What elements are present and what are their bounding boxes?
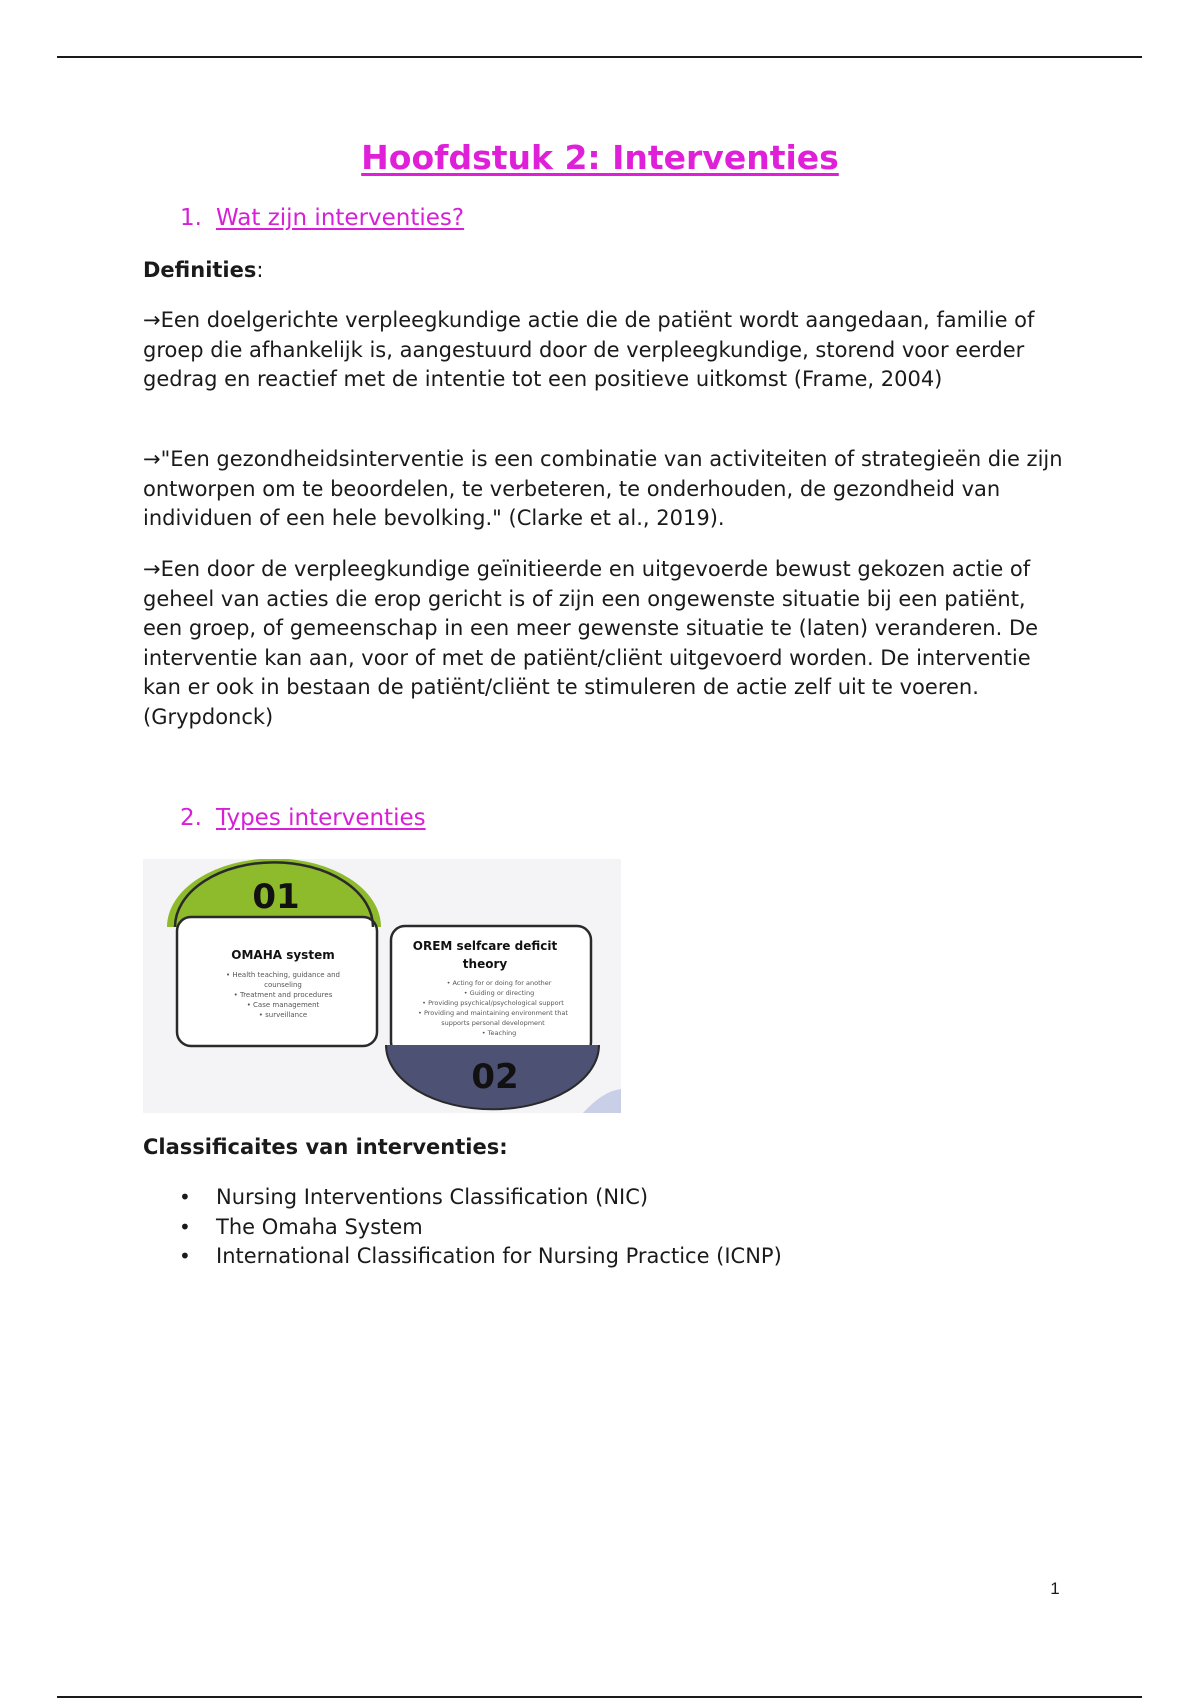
card-orem-item: supports personal development: [441, 1019, 545, 1027]
bullet-icon: •: [179, 1185, 191, 1209]
card-orem-item: • Providing psychical/psychological support: [422, 999, 564, 1007]
card-orem-item: • Guiding or directing: [463, 989, 535, 997]
card-omaha-item: • Treatment and procedures: [233, 991, 333, 999]
card-orem-item: • Acting for or doing for another: [446, 979, 552, 987]
classifications-heading: Classificaites van interventies:: [143, 1135, 508, 1159]
card-omaha-number: 01: [252, 877, 300, 917]
definition-paragraph: →Een door de verpleegkundige geïnitieerde en uitgevoerde bewust gekozen actie of geheel van acties die erop gericht is of zijn een ongewenste situatie bij een patiënt, een groep, of gemeenschap in een meer gewenste situatie te (laten) veranderen. De interventie kan aan, voor of met de patiënt/cliënt uitgevoerd worden. De interventie kan er ook in bestaan de patiënt/cliënt te stimuleren de actie zelf uit te voeren. (Grypdonck): [143, 557, 1039, 729]
bullet-icon: •: [179, 1244, 191, 1268]
list-item: • International Classification for Nursing Practice (ICNP): [143, 1242, 782, 1272]
section-label: Types interventies: [216, 805, 426, 831]
card-omaha-item: • Health teaching, guidance and: [225, 971, 341, 979]
card-orem: [386, 926, 599, 1109]
page-number: 1: [1050, 1579, 1060, 1598]
section-label: Wat zijn interventies?: [216, 205, 465, 231]
definitions-label: Definities:: [143, 258, 264, 282]
section-heading-2: [180, 805, 426, 831]
card-orem-item: • Providing and maintaining environment that: [418, 1009, 568, 1017]
list-item: • The Omaha System: [143, 1213, 782, 1243]
section-heading-1: [180, 205, 464, 231]
intervention-types-figure: [143, 859, 621, 1113]
page-title: Hoofdstuk 2: Interventies: [361, 138, 839, 177]
definition-paragraph: →Een doelgerichte verpleegkundige actie die de patiënt wordt aangedaan, familie of groep die afhankelijk is, aangestuurd door de verpleegkundige, storend voor eerder gedrag en reactief met de intentie tot een positieve uitkomst (Frame, 2004): [143, 308, 1035, 391]
section-number: 2.: [180, 805, 202, 831]
corner-decoration: [583, 1089, 621, 1113]
card-omaha: [167, 859, 381, 1046]
card-omaha-item: • surveillance: [258, 1011, 308, 1019]
header-rule: [57, 56, 1142, 58]
footer-rule: [57, 1696, 1142, 1698]
section-number: 1.: [180, 205, 202, 231]
bullet-icon: •: [179, 1214, 191, 1239]
definition-paragraph: →"Een gezondheidsinterventie is een combinatie van activiteiten of strategieën die zijn ontworpen om te beoordelen, te verbeteren, te onderhouden, de gezondheid van individuen of een hele bevolking." (Clarke et al., 2019).: [143, 447, 1063, 530]
card-orem-title: OREM selfcare deficit: [412, 939, 558, 953]
intervention-types-graphic: [143, 859, 621, 1113]
card-orem-number: 02: [471, 1057, 519, 1097]
list-item: • Nursing Interventions Classification (NIC): [143, 1183, 782, 1213]
card-orem-item: • Teaching: [481, 1029, 517, 1037]
classifications-list: [143, 1183, 782, 1272]
card-omaha-title: OMAHA system: [231, 948, 335, 962]
card-omaha-item: • Case management: [246, 1001, 320, 1009]
card-omaha-item: counseling: [264, 981, 302, 989]
card-orem-title: theory: [462, 957, 508, 971]
